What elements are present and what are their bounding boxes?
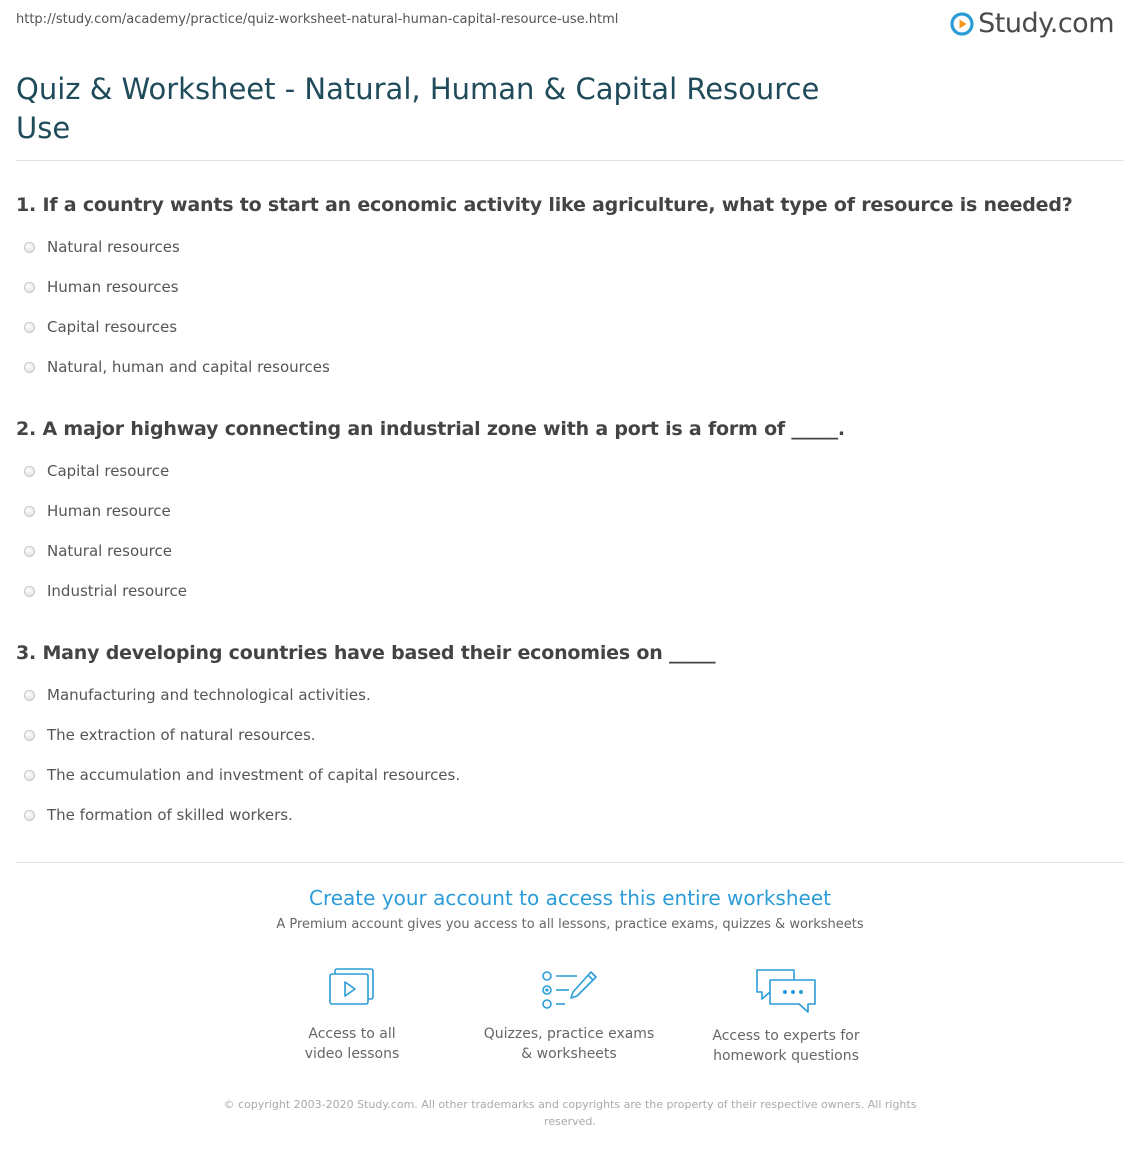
answer-option[interactable] xyxy=(24,318,177,336)
answer-option[interactable] xyxy=(24,686,371,704)
logo-text: Study.com xyxy=(978,8,1114,39)
answer-option[interactable] xyxy=(24,582,187,600)
option-label: The formation of skilled workers. xyxy=(47,806,293,824)
radio-button[interactable] xyxy=(24,690,35,701)
feature-experts xyxy=(686,966,886,1066)
answer-option[interactable] xyxy=(24,462,169,480)
chat-bubbles-icon xyxy=(754,966,818,1016)
page-url: http://study.com/academy/practice/quiz-worksheet-natural-human-capital-resource-use.html xyxy=(16,12,619,27)
radio-button[interactable] xyxy=(24,242,35,253)
quiz-checklist-icon xyxy=(539,966,599,1014)
option-label: Human resources xyxy=(47,278,179,296)
divider xyxy=(16,862,1124,863)
option-label: Natural, human and capital resources xyxy=(47,358,330,376)
answer-option[interactable] xyxy=(24,502,171,520)
radio-button[interactable] xyxy=(24,282,35,293)
option-label: Industrial resource xyxy=(47,582,187,600)
answer-option[interactable] xyxy=(24,766,460,784)
option-label: The extraction of natural resources. xyxy=(47,726,316,744)
option-label: Manufacturing and technological activities. xyxy=(47,686,371,704)
feature-label: Quizzes, practice exams & worksheets xyxy=(483,1026,655,1062)
radio-button[interactable] xyxy=(24,466,35,477)
radio-button[interactable] xyxy=(24,546,35,557)
radio-button[interactable] xyxy=(24,322,35,333)
video-lessons-icon xyxy=(325,966,379,1014)
divider xyxy=(16,160,1124,161)
answer-option[interactable] xyxy=(24,278,179,296)
study-logo[interactable] xyxy=(950,8,1114,39)
answer-option[interactable] xyxy=(24,238,180,256)
option-label: Capital resource xyxy=(47,462,170,480)
answer-option[interactable] xyxy=(24,358,330,376)
answer-option[interactable] xyxy=(24,542,172,560)
radio-button[interactable] xyxy=(24,770,35,781)
option-label: The accumulation and investment of capital resources. xyxy=(47,766,461,784)
answer-option[interactable] xyxy=(24,806,293,824)
question-1: 1. If a country wants to start an economic activity like agriculture, what type of resource is needed? xyxy=(16,194,1073,216)
copyright-footer: © copyright 2003-2020 Study.com. All other trademarks and copyrights are the property of their respective owners. All rights reserved. xyxy=(223,1098,917,1128)
page-title: Quiz & Worksheet - Natural, Human & Capital Resource Use xyxy=(16,72,820,145)
option-label: Natural resources xyxy=(47,238,180,256)
study-logo-icon xyxy=(950,12,974,36)
create-account-link[interactable]: Create your account to access this entire worksheet xyxy=(309,886,831,910)
radio-button[interactable] xyxy=(24,506,35,517)
question-3: 3. Many developing countries have based their economies on _____ xyxy=(16,642,716,664)
option-label: Natural resource xyxy=(47,542,172,560)
option-label: Human resource xyxy=(47,502,171,520)
feature-video-lessons xyxy=(252,966,452,1064)
question-2: 2. A major highway connecting an industrial zone with a port is a form of _____. xyxy=(16,418,845,440)
feature-label: Access to experts for homework questions xyxy=(712,1028,860,1064)
feature-label: Access to all video lessons xyxy=(304,1026,400,1062)
top-bar xyxy=(0,0,1140,48)
radio-button[interactable] xyxy=(24,810,35,821)
premium-description: A Premium account gives you access to all lessons, practice exams, quizzes & worksheets xyxy=(276,917,864,932)
radio-button[interactable] xyxy=(24,586,35,597)
radio-button[interactable] xyxy=(24,362,35,373)
radio-button[interactable] xyxy=(24,730,35,741)
feature-quizzes xyxy=(469,966,669,1064)
answer-option[interactable] xyxy=(24,726,316,744)
option-label: Capital resources xyxy=(47,318,178,336)
